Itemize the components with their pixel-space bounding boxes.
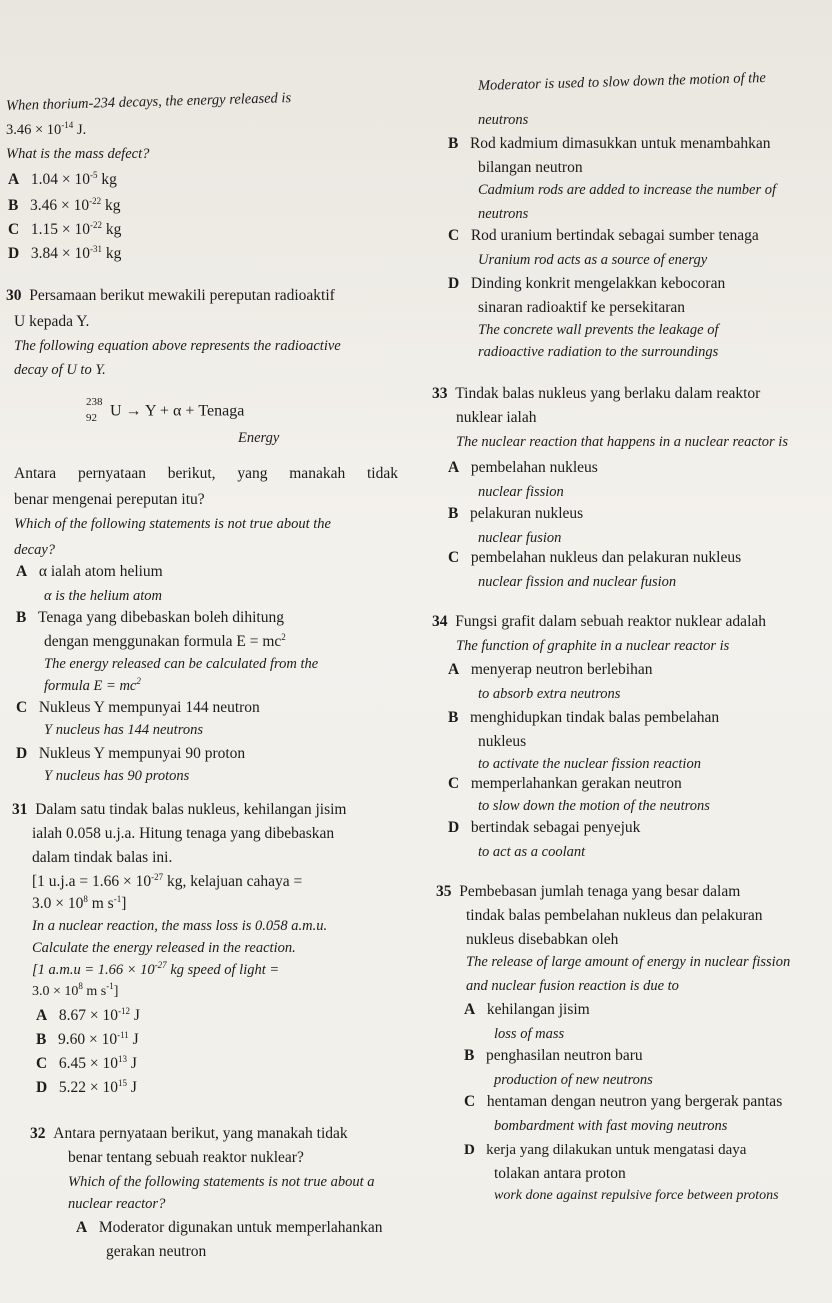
q31-stem-en-line1: In a nuclear reaction, the mass loss is 0.058 a.m.u. <box>32 918 328 934</box>
q29-option-b[interactable]: B $3.46 \times 10^{-22}$ kg <box>8 196 121 214</box>
q32-stem-en-line1: Which of the following statements is not true about a <box>68 1174 375 1190</box>
q32-stem-ms-line2: benar tentang sebuah reaktor nuklear? <box>68 1149 304 1166</box>
q33-option-a[interactable]: A pembelahan nukleus <box>448 459 598 476</box>
q33-stem-en-line1: The nuclear reaction that happens in a nuclear reactor is <box>456 434 788 450</box>
q33-option-a-en: nuclear fission <box>478 484 564 500</box>
q30-stem-ms-line1: 30 Persamaan berikut mewakili pereputan radioaktif <box>6 287 335 304</box>
q30-option-d[interactable]: D Nukleus Y mempunyai 90 proton <box>16 745 246 762</box>
q30-prompt-en-line1: Which of the following statements is not true about the <box>14 516 331 532</box>
q30-option-c-en: Y nucleus has 144 neutrons <box>44 722 203 738</box>
uranium-nuclide-symbol: 238 92 <box>86 396 103 424</box>
q35-option-d[interactable]: D kerja yang dilakukan untuk mengatasi daya <box>464 1142 747 1158</box>
q34-option-b-ms-line2: nukleus <box>478 733 527 750</box>
q31-option-c[interactable]: C $6.45 \times 10^{13}$ J <box>36 1054 137 1072</box>
q31-option-a[interactable]: A $8.67 \times 10^{-12}$ J <box>36 1006 140 1024</box>
q32-option-d-en-line1: The concrete wall prevents the leakage of <box>478 322 719 338</box>
q29-option-c[interactable]: C $1.15 \times 10^{-22}$ kg <box>8 220 122 238</box>
q32-option-d-en-line2: radioactive radiation to the surroundings <box>478 344 719 360</box>
q31-stem-ms-line5: $3.0 \times 10^8$ m $s^{-1}$] <box>32 894 127 912</box>
q32-stem-ms-line1: 32 Antara pernyataan berikut, yang manakah tidak <box>30 1125 348 1142</box>
q32-option-a-en-line1: Moderator is used to slow down the motion of the <box>477 69 767 94</box>
q35-stem-en-line1: The release of large amount of energy in nuclear fission <box>466 954 791 970</box>
q35-option-d-en: work done against repulsive force between protons <box>494 1188 779 1203</box>
q34-option-d-en: to act as a coolant <box>478 844 586 860</box>
q35-option-d-ms-line2: tolakan antara proton <box>494 1165 626 1182</box>
q30-option-d-en: Y nucleus has 90 protons <box>44 768 190 784</box>
q31-stem-en-line4: $3.0 \times 10^8$ m $s^{-1}$] <box>32 981 119 999</box>
q33-option-c-en: nuclear fission and nuclear fusion <box>478 574 677 590</box>
q32-option-d-ms-line2: sinaran radioaktif ke persekitaran <box>478 299 686 316</box>
q33-option-b[interactable]: B pelakuran nukleus <box>448 505 584 522</box>
q31-stem-ms-line2: ialah 0.058 u.j.a. Hitung tenaga yang dibebaskan <box>32 825 335 842</box>
q35-option-c[interactable]: C hentaman dengan neutron yang bergerak pantas <box>464 1093 783 1110</box>
q33-stem-ms-line1: 33 Tindak balas nukleus yang berlaku dalam reaktor <box>432 385 761 402</box>
q31-stem-ms-line4: [1 $u.j.a = 1.66 \times 10^{-27}$ kg, kelajuan cahaya = <box>32 872 303 890</box>
q34-option-b[interactable]: B menghidupkan tindak balas pembelahan <box>448 709 720 726</box>
q30-option-c[interactable]: C Nukleus Y mempunyai 144 neutron <box>16 699 260 716</box>
q34-option-c[interactable]: C memperlahankan gerakan neutron <box>448 775 682 792</box>
q32-option-d[interactable]: D Dinding konkrit mengelakkan kebocoran <box>448 275 726 292</box>
q31-option-b[interactable]: B $9.60 \times 10^{-11}$ J <box>36 1030 139 1048</box>
q32-option-a-en-line2: neutrons <box>478 112 529 128</box>
q30-energy-label: Energy <box>238 430 280 446</box>
q35-stem-ms-line2: tindak balas pembelahan nukleus dan pelakuran <box>466 907 763 924</box>
q34-stem-en-line1: The function of graphite in a nuclear reactor is <box>456 638 730 654</box>
q34-option-b-en: to activate the nuclear fission reaction <box>478 756 701 772</box>
q32-stem-en-line2: nuclear reactor? <box>68 1196 166 1212</box>
q34-option-a[interactable]: A menyerap neutron berlebihan <box>448 661 653 678</box>
q35-option-a[interactable]: A kehilangan jisim <box>464 1001 590 1018</box>
q35-stem-en-line2: and nuclear fusion reaction is due to <box>466 978 679 994</box>
q33-option-b-en: nuclear fusion <box>478 530 562 546</box>
q30-stem-ms-line2: U kepada Y. <box>14 313 90 330</box>
q35-stem-ms-line1: 35 Pembebasan jumlah tenaga yang besar dalam <box>436 883 741 900</box>
q35-option-b[interactable]: B penghasilan neutron baru <box>464 1047 643 1064</box>
q32-option-b-en-line2: neutrons <box>478 206 529 222</box>
q34-option-a-en: to absorb extra neutrons <box>478 686 621 702</box>
q29-question: What is the mass defect? <box>6 146 150 162</box>
q32-option-a-ms-line2: gerakan neutron <box>106 1243 207 1260</box>
q31-stem-ms-line1: 31 Dalam satu tindak balas nukleus, kehilangan jisim <box>12 801 347 818</box>
q32-option-b[interactable]: B Rod kadmium dimasukkan untuk menambahkan <box>448 135 771 152</box>
q30-decay-equation: 238 92 U → Y + α + Tenaga <box>86 396 245 424</box>
q34-stem-ms-line1: 34 Fungsi grafit dalam sebuah reaktor nuklear adalah <box>432 613 766 630</box>
q32-option-b-ms-line2: bilangan neutron <box>478 159 583 176</box>
q30-option-a-en: α is the helium atom <box>44 588 162 604</box>
q31-stem-en-line2: Calculate the energy released in the reaction. <box>32 940 296 956</box>
q30-option-b-en-line1: The energy released can be calculated from the <box>44 656 319 672</box>
q30-stem-en-line1: The following equation above represents the radioactive <box>14 338 341 354</box>
q35-option-b-en: production of new neutrons <box>494 1072 653 1088</box>
q35-stem-ms-line3: nukleus disebabkan oleh <box>466 931 619 948</box>
q32-option-c-en: Uranium rod acts as a source of energy <box>478 252 708 268</box>
q30-prompt-en-line2: decay? <box>14 542 56 558</box>
q35-option-c-en: bombardment with fast moving neutrons <box>494 1118 728 1134</box>
q30-option-a[interactable]: A α ialah atom helium <box>16 563 163 580</box>
q32-option-b-en-line1: Cadmium rods are added to increase the number of <box>478 182 777 198</box>
q32-option-c[interactable]: C Rod uranium bertindak sebagai sumber tenaga <box>448 227 759 244</box>
q33-option-c[interactable]: C pembelahan nukleus dan pelakuran nukleus <box>448 549 742 566</box>
q30-option-b-ms-line2: dengan menggunakan formula $E = mc^2$ <box>44 632 286 650</box>
q31-stem-en-line3: [1 $a.m.u = 1.66 \times 10^{-27}$ kg speed of light = <box>32 960 280 978</box>
q34-option-d[interactable]: D bertindak sebagai penyejuk <box>448 819 641 836</box>
q30-prompt-ms-line1: Antara pernyataan berikut, yang manakah tidak <box>14 465 398 482</box>
q30-stem-en-line2: decay of U to Y. <box>14 362 106 378</box>
q32-option-a[interactable]: A Moderator digunakan untuk memperlahankan <box>76 1219 383 1236</box>
q29-option-d[interactable]: D $3.84 \times 10^{-31}$ kg <box>8 244 122 262</box>
q34-option-c-en: to slow down the motion of the neutrons <box>478 798 710 814</box>
q29-intro-line1: When thorium-234 decays, the energy released is <box>5 90 292 114</box>
q30-option-b-en-line2: formula $E = mc^2$ <box>44 676 141 694</box>
q30-option-b[interactable]: B Tenaga yang dibebaskan boleh dihitung <box>16 609 284 626</box>
q31-option-d[interactable]: D $5.22 \times 10^{15}$ J <box>36 1078 137 1096</box>
q30-prompt-ms-line2: benar mengenai pereputan itu? <box>14 491 205 508</box>
q35-option-a-en: loss of mass <box>494 1026 565 1042</box>
q29-option-a[interactable]: A $1.04 \times 10^{-5}$ kg <box>8 170 117 188</box>
q31-stem-ms-line3: dalam tindak balas ini. <box>32 849 173 866</box>
q33-stem-ms-line2: nuklear ialah <box>456 409 537 426</box>
q29-intro-line2: $3.46 \times 10^{-14}$ J. <box>6 120 87 138</box>
